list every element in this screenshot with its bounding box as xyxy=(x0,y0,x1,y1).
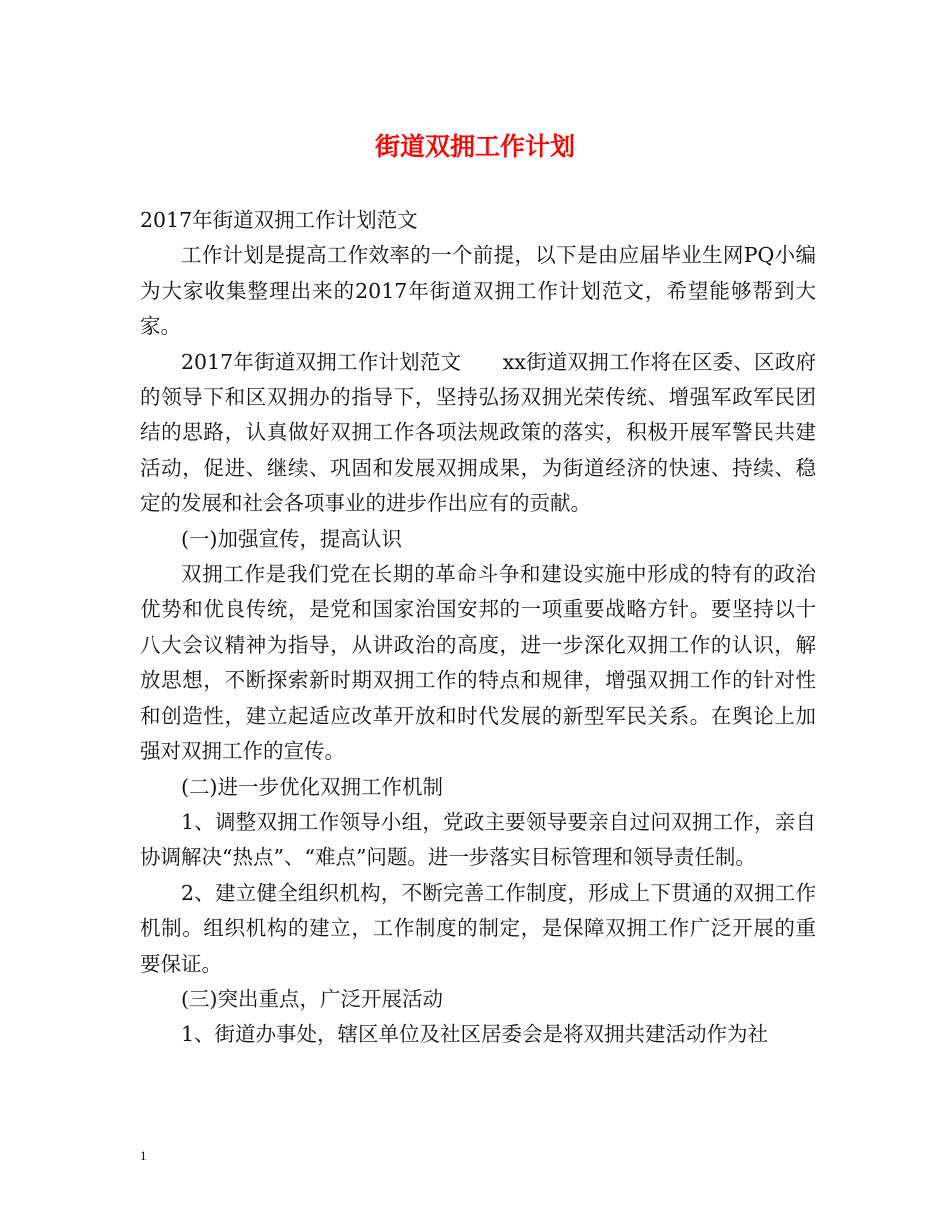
paragraph-section-3-item-1: 1、街道办事处，辖区单位及社区居委会是将双拥共建活动作为社 xyxy=(181,1022,769,1047)
paragraph-intro: 工作计划是提高工作效率的一个前提，以下是由应届毕业生网PQ小编为大家收集整理出来的2017年街道双拥工作计划范文，希望能够帮到大家。 xyxy=(140,243,816,339)
section-heading-3: (三)突出重点，广泛开展活动 xyxy=(181,986,443,1011)
paragraph-section-2-item-2: 2、建立健全组织机构，不断完善工作制度，形成上下贯通的双拥工作机制。组织机构的建立，工作制度的制定，是保障双拥工作广泛开展的重要保证。 xyxy=(140,880,816,976)
paragraph-subtitle: 2017年街道双拥工作计划范文 xyxy=(140,208,418,232)
paragraph-section-1: 双拥工作是我们党在长期的革命斗争和建设实施中形成的特有的政治优势和优良传统，是党和国家治国安邦的一项重要战略方针。要坚持以十八大会议精神为指导，从讲政治的高度，进一步深化双拥工作的认识，解放思想，不断探索新时期双拥工作的特点和规律，增强双拥工作的针对性和创造性，建立起适应改革开放和时代发展的新型军民关系。在舆论上加强对双拥工作的宣传。 xyxy=(140,562,816,764)
page-number: 1 xyxy=(140,1148,147,1163)
section-heading-2: (二)进一步优化双拥工作机制 xyxy=(181,774,443,799)
document-body xyxy=(140,203,816,1053)
paragraph-overview: 2017年街道双拥工作计划范文 xx街道双拥工作将在区委、区政府的领导下和区双拥办的指导下，坚持弘扬双拥光荣传统、增强军政军民团结的思路，认真做好双拥工作各项法规政策的落实，积极开展军警民共建活动，促进、继续、巩固和发展双拥成果，为街道经济的快速、持续、稳定的发展和社会各项事业的进步作出应有的贡献。 xyxy=(140,349,816,516)
section-heading-1: (一)加强宣传，提高认识 xyxy=(181,526,402,551)
paragraph-section-2-item-1: 1、调整双拥工作领导小组，党政主要领导要亲自过问双拥工作，亲自协调解决“热点”、“难点”问题。进一步落实目标管理和领导责任制。 xyxy=(140,809,816,870)
document-title: 街道双拥工作计划 xyxy=(374,132,575,161)
